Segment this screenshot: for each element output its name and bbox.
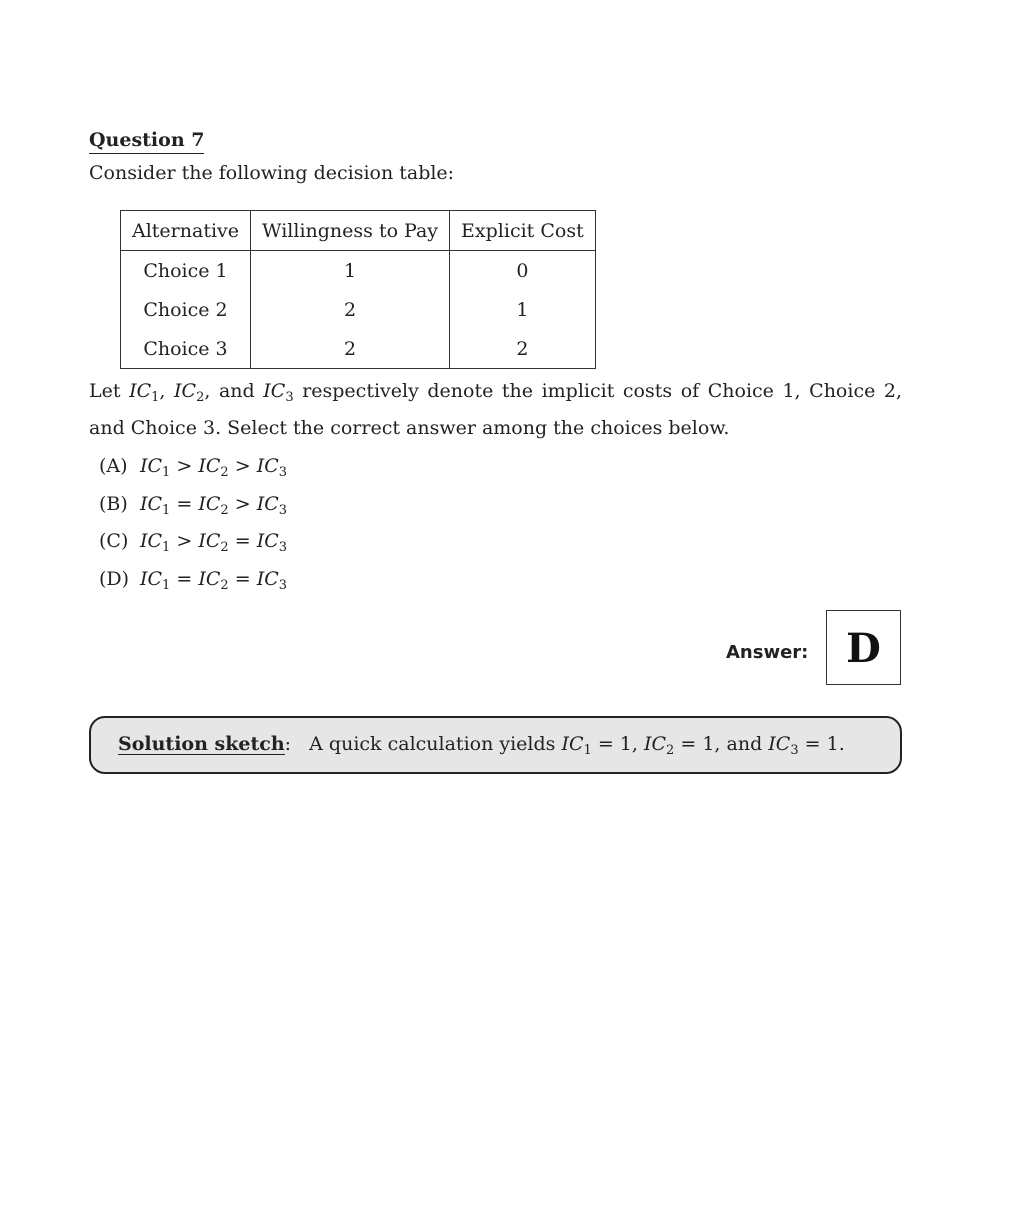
cell-explicit-cost: 1: [450, 290, 596, 329]
header-alternative: Alternative: [121, 211, 251, 251]
table-header-row: [121, 211, 596, 251]
question-intro: Consider the following decision table:: [89, 162, 455, 184]
cell-alternative: Choice 3: [121, 329, 251, 369]
solution-label: Solution sketch: [118, 733, 285, 755]
table-row: [121, 251, 596, 291]
header-explicit-cost: Explicit Cost: [450, 211, 596, 251]
solution-text: A quick calculation yields: [309, 733, 556, 755]
table-row: [121, 329, 596, 369]
header-willingness-to-pay: Willingness to Pay: [251, 211, 450, 251]
cell-willingness: 1: [251, 251, 450, 291]
table-row: [121, 290, 596, 329]
answer-label: Answer:: [726, 642, 809, 663]
para-let: Let: [89, 380, 121, 402]
math-ic1: $IC_1$: [129, 380, 160, 405]
decision-table: [120, 210, 596, 369]
cell-explicit-cost: 0: [450, 251, 596, 291]
math-ic3: $IC_3$: [263, 380, 294, 405]
question-title: Question 7: [89, 128, 204, 154]
question-paragraph: Let $IC_1$, $IC_2$, and $IC_3$ respectively denote the implicit costs of Choice 1, Choice 2, and Choice 3. Select the correct answer among the choices below.: [89, 380, 903, 439]
answer-box: D: [826, 610, 901, 685]
para-text: respectively denote the implicit costs of Choice 1, Choice 2, and Choice 3. Select the correct answer among the choices below.: [89, 380, 903, 439]
solution-sketch-box: Solution sketch: A quick calculation yields $IC_1 = 1$, $IC_2 = 1$, and $IC_3 = 1$.: [89, 716, 902, 774]
cell-alternative: Choice 1: [121, 251, 251, 291]
answer-choices: [99, 448, 287, 598]
choice-a: (A) $IC_1 > IC_2 > IC_3$: [99, 455, 288, 480]
cell-explicit-cost: 2: [450, 329, 596, 369]
choice-d: (D) $IC_1 = IC_2 = IC_3$: [99, 567, 288, 593]
choice-b: (B) $IC_1 = IC_2 > IC_3$: [99, 492, 288, 518]
math-ic2: $IC_2$: [174, 380, 205, 405]
cell-willingness: 2: [251, 329, 450, 369]
cell-alternative: Choice 2: [121, 290, 251, 329]
cell-willingness: 2: [251, 290, 450, 329]
question-page: [89, 128, 903, 758]
choice-c: (C) $IC_1 > IC_2 = IC_3$: [99, 530, 288, 555]
